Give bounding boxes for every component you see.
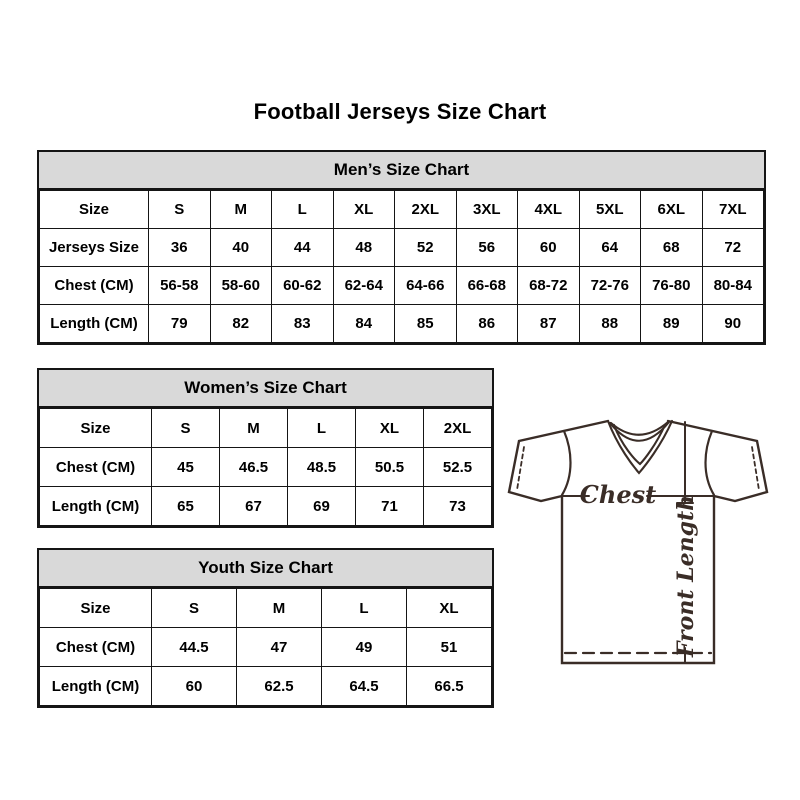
table-row xyxy=(40,409,492,448)
cell-value: 44.5 xyxy=(152,628,237,667)
cell-value: 84 xyxy=(333,305,395,343)
cell-value: 89 xyxy=(641,305,703,343)
cell-value: L xyxy=(322,589,407,628)
cell-value: 79 xyxy=(149,305,211,343)
cell-value: 80-84 xyxy=(702,267,764,305)
row-label: Chest (CM) xyxy=(40,628,152,667)
row-label: Chest (CM) xyxy=(40,267,149,305)
cell-value: 50.5 xyxy=(356,448,424,487)
row-label: Jerseys Size xyxy=(40,229,149,267)
cell-value: 52.5 xyxy=(424,448,492,487)
cell-value: 64-66 xyxy=(395,267,457,305)
chest-label: Chest xyxy=(579,480,657,509)
cell-value: 68-72 xyxy=(518,267,580,305)
mens-size-chart-title: Men’s Size Chart xyxy=(39,152,764,190)
row-label: Size xyxy=(40,191,149,229)
cell-value: 76-80 xyxy=(641,267,703,305)
row-label: Size xyxy=(40,409,152,448)
mens-size-chart xyxy=(37,150,766,345)
cell-value: L xyxy=(272,191,334,229)
jersey-body-outline xyxy=(509,421,767,663)
front-length-label: Front Length xyxy=(673,494,699,658)
cell-value: 6XL xyxy=(641,191,703,229)
cell-value: 62-64 xyxy=(333,267,395,305)
cell-value: 66-68 xyxy=(456,267,518,305)
cell-value: 2XL xyxy=(395,191,457,229)
cell-value: 51 xyxy=(407,628,492,667)
cell-value: M xyxy=(220,409,288,448)
cell-value: 64 xyxy=(579,229,641,267)
cell-value: 52 xyxy=(395,229,457,267)
table-row xyxy=(40,589,492,628)
cell-value: 56 xyxy=(456,229,518,267)
cell-value: 66.5 xyxy=(407,667,492,706)
cell-value: 7XL xyxy=(702,191,764,229)
page-title: Football Jerseys Size Chart xyxy=(253,99,547,124)
cell-value: 65 xyxy=(152,487,220,526)
cell-value: 72-76 xyxy=(579,267,641,305)
cell-value: 62.5 xyxy=(237,667,322,706)
cell-value: 69 xyxy=(288,487,356,526)
cell-value: 58-60 xyxy=(210,267,272,305)
cell-value: 67 xyxy=(220,487,288,526)
cell-value: XL xyxy=(333,191,395,229)
cell-value: 60 xyxy=(518,229,580,267)
cell-value: 68 xyxy=(641,229,703,267)
cell-value: M xyxy=(237,589,322,628)
cell-value: L xyxy=(288,409,356,448)
cell-value: 64.5 xyxy=(322,667,407,706)
cell-value: 86 xyxy=(456,305,518,343)
cell-value: 46.5 xyxy=(220,448,288,487)
row-label: Chest (CM) xyxy=(40,448,152,487)
cell-value: 56-58 xyxy=(149,267,211,305)
cell-value: 90 xyxy=(702,305,764,343)
table-row xyxy=(40,267,764,305)
cell-value: 71 xyxy=(356,487,424,526)
cell-value: 36 xyxy=(149,229,211,267)
cell-value: 44 xyxy=(272,229,334,267)
table-row xyxy=(40,305,764,343)
table-row xyxy=(40,487,492,526)
cell-value: 40 xyxy=(210,229,272,267)
cell-value: 85 xyxy=(395,305,457,343)
table-row xyxy=(40,628,492,667)
table-row xyxy=(40,667,492,706)
table-row xyxy=(40,229,764,267)
youth-size-chart-title: Youth Size Chart xyxy=(39,550,492,588)
youth-size-chart xyxy=(37,548,494,708)
cell-value: XL xyxy=(356,409,424,448)
cell-value: 5XL xyxy=(579,191,641,229)
cell-value: 73 xyxy=(424,487,492,526)
cell-value: 45 xyxy=(152,448,220,487)
cell-value: M xyxy=(210,191,272,229)
cell-value: 60 xyxy=(152,667,237,706)
cell-value: S xyxy=(152,409,220,448)
cell-value: 48 xyxy=(333,229,395,267)
cell-value: 60-62 xyxy=(272,267,334,305)
cell-value: S xyxy=(149,191,211,229)
table-row xyxy=(40,191,764,229)
cell-value: 48.5 xyxy=(288,448,356,487)
cell-value: 82 xyxy=(210,305,272,343)
cell-value: 88 xyxy=(579,305,641,343)
cell-value: 49 xyxy=(322,628,407,667)
womens-size-chart xyxy=(37,368,494,528)
row-label: Size xyxy=(40,589,152,628)
row-label: Length (CM) xyxy=(40,305,149,343)
mens-size-table xyxy=(39,190,764,343)
jersey-line-art xyxy=(509,421,767,663)
cell-value: 4XL xyxy=(518,191,580,229)
cell-value: 83 xyxy=(272,305,334,343)
youth-size-table xyxy=(39,588,492,706)
cell-value: S xyxy=(152,589,237,628)
row-label: Length (CM) xyxy=(40,667,152,706)
cell-value: 72 xyxy=(702,229,764,267)
womens-size-table xyxy=(39,408,492,526)
table-row xyxy=(40,448,492,487)
cell-value: XL xyxy=(407,589,492,628)
cell-value: 2XL xyxy=(424,409,492,448)
womens-size-chart-title: Women’s Size Chart xyxy=(39,370,492,408)
cell-value: 47 xyxy=(237,628,322,667)
cell-value: 3XL xyxy=(456,191,518,229)
cell-value: 87 xyxy=(518,305,580,343)
jersey-diagram xyxy=(500,405,778,677)
row-label: Length (CM) xyxy=(40,487,152,526)
